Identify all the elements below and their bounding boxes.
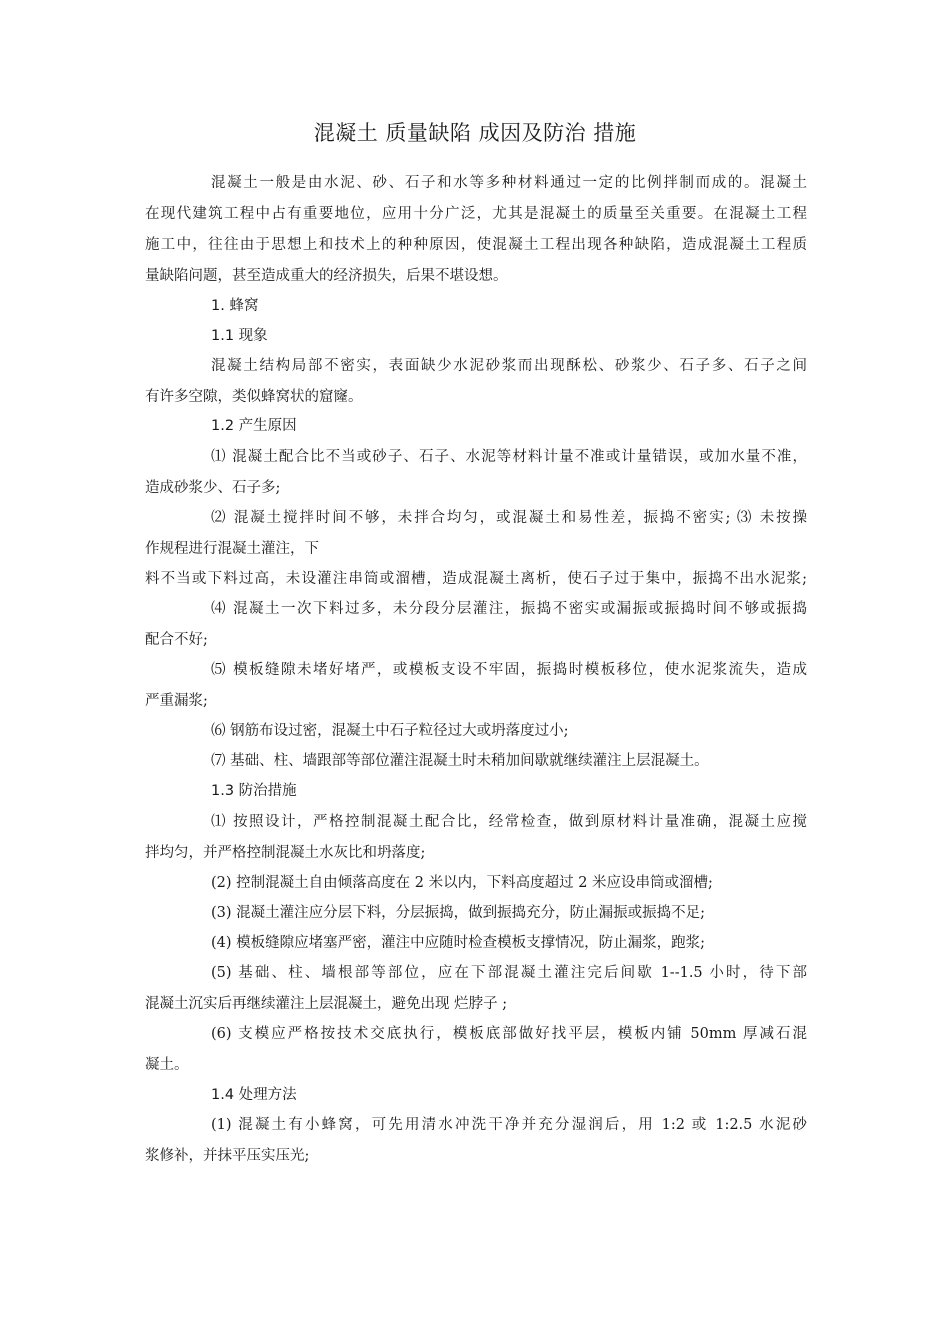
list-item-line: ⑺ 基础、柱、墙跟部等部位灌注混凝土时未稍加间歇就继续灌注上层混凝土。 <box>211 753 709 769</box>
list-item-line: (4) 模板缝隙应堵塞严密，灌注中应随时检查模板支撑情况，防止漏浆，跑浆; <box>211 935 706 951</box>
list-item-line: (2) 控制混凝土自由倾落高度在 2 米以内，下料高度超过 2 米应设串筒或溜槽; <box>211 875 713 891</box>
paragraph-line: 有许多空隙，类似蜂窝状的窟窿。 <box>145 389 363 405</box>
list-item-line: 配合不好; <box>145 632 208 648</box>
list-item-line: 浆修补，并抹平压实压光; <box>145 1148 310 1164</box>
list-item-line: 造成砂浆少、石子多; <box>145 480 281 496</box>
list-item-line: (5) 基础、柱、墙根部等部位，应在下部混凝土灌注完后间歇 1--1.5 小时，待下部 <box>211 965 807 981</box>
list-item-line: 作规程进行混凝土灌注，下 <box>145 541 319 557</box>
list-item-line: ⑴ 混凝土配合比不当或砂子、石子、水泥等材料计量不准或计量错误，或加水量不准， <box>211 449 807 465</box>
list-item-line: ⑵ 混凝土搅拌时间不够，未拌合均匀，或混凝土和易性差，振捣不密实; ⑶ 未按操 <box>211 510 807 526</box>
list-item-line: 混凝土沉实后再继续灌注上层混凝土，避免出现 烂脖子 ; <box>145 996 508 1012</box>
list-item-line: 严重漏浆; <box>145 693 208 709</box>
document-title: 混凝土 质量缺陷 成因及防治 措施 <box>313 121 637 145</box>
subsection-heading: 1.4 处理方法 <box>211 1087 297 1103</box>
list-item-line: 料不当或下料过高，未设灌注串筒或溜槽，造成混凝土离析，使石子过于集中，振捣不出水泥浆; <box>145 571 807 587</box>
list-item-line: ⑷ 混凝土一次下料过多，未分段分层灌注，振捣不密实或漏振或振捣时间不够或振捣 <box>211 601 807 617</box>
paragraph-line: 混凝土结构局部不密实，表面缺少水泥砂浆而出现酥松、砂浆少、石子多、石子之间 <box>211 358 807 374</box>
list-item-line: ⑹ 钢筋布设过密，混凝土中石子粒径过大或坍落度过小; <box>211 723 569 739</box>
subsection-heading: 1.3 防治措施 <box>211 783 297 799</box>
list-item-line: (3) 混凝土灌注应分层下料，分层振捣，做到振捣充分，防止漏振或振捣不足; <box>211 905 706 921</box>
subsection-heading: 1.1 现象 <box>211 328 268 344</box>
list-item-line: ⑸ 模板缝隙未堵好堵严，或模板支设不牢固，振捣时模板移位，使水泥浆流失，造成 <box>211 662 807 678</box>
paragraph-line: 混凝土一般是由水泥、砂、石子和水等多种材料通过一定的比例拌制而成的。混凝土 <box>211 175 807 191</box>
paragraph-line: 施工中，往往由于思想上和技术上的种种原因，使混凝土工程出现各种缺陷，造成混凝土工程质 <box>145 237 807 253</box>
list-item-line: 凝土。 <box>145 1057 189 1073</box>
section-heading: 1. 蜂窝 <box>211 298 259 314</box>
list-item-line: (1) 混凝土有小蜂窝，可先用清水冲洗干净并充分湿润后，用 1:2 或 1:2.5 水泥砂 <box>211 1117 807 1133</box>
list-item-line: 拌均匀，并严格控制混凝土水灰比和坍落度; <box>145 845 426 861</box>
paragraph-line: 在现代建筑工程中占有重要地位，应用十分广泛，尤其是混凝土的质量至关重要。在混凝土工程 <box>145 206 807 222</box>
list-item-line: (6) 支模应严格按技术交底执行，模板底部做好找平层，模板内铺 50mm 厚减石混 <box>211 1026 807 1042</box>
list-item-line: ⑴ 按照设计，严格控制混凝土配合比，经常检查，做到原材料计量准确，混凝土应搅 <box>211 814 807 830</box>
subsection-heading: 1.2 产生原因 <box>211 418 297 434</box>
paragraph-line: 量缺陷问题，甚至造成重大的经济损失，后果不堪设想。 <box>145 268 508 284</box>
